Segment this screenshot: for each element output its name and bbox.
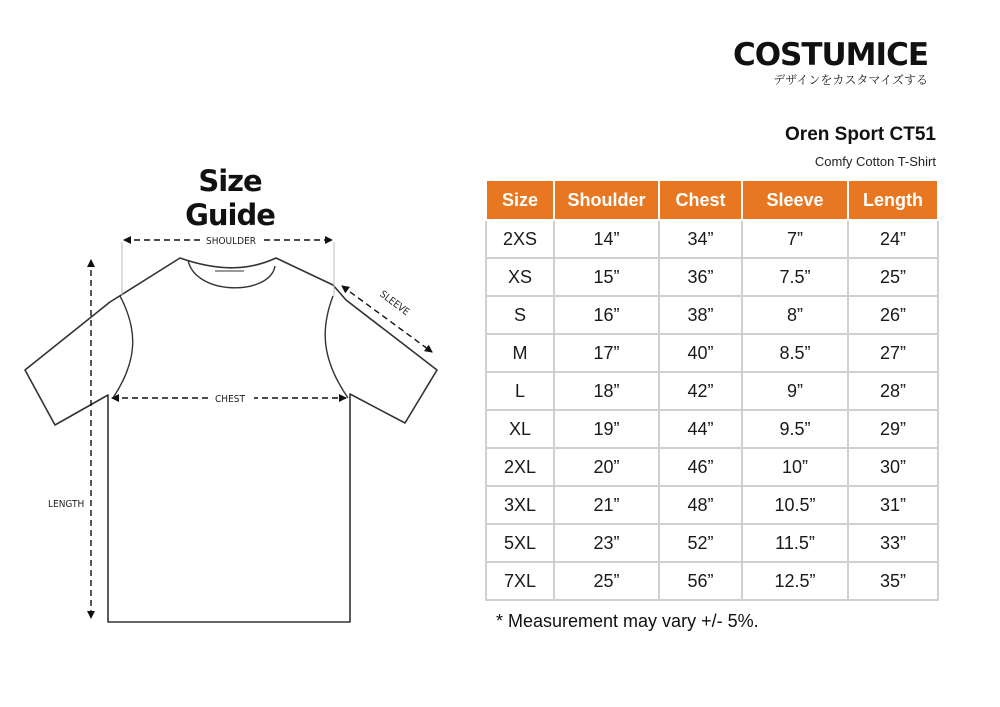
table-row bbox=[486, 448, 938, 486]
guide-title: Size Guide bbox=[185, 164, 275, 232]
cell-chest: 56” bbox=[659, 562, 742, 600]
cell-chest: 52” bbox=[659, 524, 742, 562]
cell-size: L bbox=[486, 372, 554, 410]
cell-shoulder: 16” bbox=[554, 296, 659, 334]
cell-chest: 48” bbox=[659, 486, 742, 524]
cell-length: 28” bbox=[848, 372, 938, 410]
cell-sleeve: 7.5” bbox=[742, 258, 848, 296]
cell-shoulder: 15” bbox=[554, 258, 659, 296]
brand-name: COSTUMICE bbox=[732, 37, 928, 73]
cell-length: 25” bbox=[848, 258, 938, 296]
cell-size: 7XL bbox=[486, 562, 554, 600]
cell-size: S bbox=[486, 296, 554, 334]
cell-sleeve: 11.5” bbox=[742, 524, 848, 562]
header-shoulder: Shoulder bbox=[554, 180, 659, 220]
cell-size: 5XL bbox=[486, 524, 554, 562]
table-header-row bbox=[486, 180, 938, 220]
cell-length: 30” bbox=[848, 448, 938, 486]
cell-size: 2XL bbox=[486, 448, 554, 486]
cell-shoulder: 19” bbox=[554, 410, 659, 448]
measurement-note: * Measurement may vary +/- 5%. bbox=[496, 611, 759, 631]
cell-length: 31” bbox=[848, 486, 938, 524]
table-row bbox=[486, 334, 938, 372]
cell-sleeve: 12.5” bbox=[742, 562, 848, 600]
cell-length: 33” bbox=[848, 524, 938, 562]
cell-chest: 42” bbox=[659, 372, 742, 410]
cell-chest: 34” bbox=[659, 220, 742, 258]
cell-chest: 44” bbox=[659, 410, 742, 448]
cell-sleeve: 8.5” bbox=[742, 334, 848, 372]
table-row bbox=[486, 372, 938, 410]
size-table bbox=[485, 179, 939, 601]
tshirt-diagram bbox=[0, 220, 460, 635]
cell-chest: 38” bbox=[659, 296, 742, 334]
sleeve-label: SLEEVE bbox=[377, 288, 412, 319]
tshirt-outline bbox=[25, 258, 437, 622]
table-row bbox=[486, 486, 938, 524]
cell-shoulder: 18” bbox=[554, 372, 659, 410]
table-row bbox=[486, 562, 938, 600]
cell-chest: 36” bbox=[659, 258, 742, 296]
cell-sleeve: 10” bbox=[742, 448, 848, 486]
cell-shoulder: 25” bbox=[554, 562, 659, 600]
cell-shoulder: 17” bbox=[554, 334, 659, 372]
table-row bbox=[486, 258, 938, 296]
cell-shoulder: 20” bbox=[554, 448, 659, 486]
product-name: Oren Sport CT51 bbox=[785, 124, 936, 145]
cell-sleeve: 9” bbox=[742, 372, 848, 410]
cell-size: XS bbox=[486, 258, 554, 296]
cell-chest: 40” bbox=[659, 334, 742, 372]
cell-sleeve: 8” bbox=[742, 296, 848, 334]
cell-length: 27” bbox=[848, 334, 938, 372]
cell-size: 2XS bbox=[486, 220, 554, 258]
product-description: Comfy Cotton T-Shirt bbox=[814, 154, 936, 169]
cell-sleeve: 9.5” bbox=[742, 410, 848, 448]
table-row bbox=[486, 220, 938, 258]
cell-sleeve: 7” bbox=[742, 220, 848, 258]
cell-length: 24” bbox=[848, 220, 938, 258]
length-label: LENGTH bbox=[48, 499, 85, 510]
cell-length: 35” bbox=[848, 562, 938, 600]
table-row bbox=[486, 296, 938, 334]
brand-tagline: デザインをカスタマイズする bbox=[773, 73, 928, 87]
cell-shoulder: 14” bbox=[554, 220, 659, 258]
brand-logo bbox=[733, 38, 928, 87]
cell-size: XL bbox=[486, 410, 554, 448]
cell-length: 26” bbox=[848, 296, 938, 334]
cell-chest: 46” bbox=[659, 448, 742, 486]
cell-sleeve: 10.5” bbox=[742, 486, 848, 524]
cell-size: M bbox=[486, 334, 554, 372]
header-length: Length bbox=[848, 180, 938, 220]
header-chest: Chest bbox=[659, 180, 742, 220]
table-row bbox=[486, 524, 938, 562]
shoulder-label: SHOULDER bbox=[205, 236, 257, 247]
table-row bbox=[486, 410, 938, 448]
header-sleeve: Sleeve bbox=[742, 180, 848, 220]
chest-label: CHEST bbox=[215, 394, 245, 405]
cell-length: 29” bbox=[848, 410, 938, 448]
cell-shoulder: 21” bbox=[554, 486, 659, 524]
header-size: Size bbox=[486, 180, 554, 220]
cell-size: 3XL bbox=[486, 486, 554, 524]
cell-shoulder: 23” bbox=[554, 524, 659, 562]
